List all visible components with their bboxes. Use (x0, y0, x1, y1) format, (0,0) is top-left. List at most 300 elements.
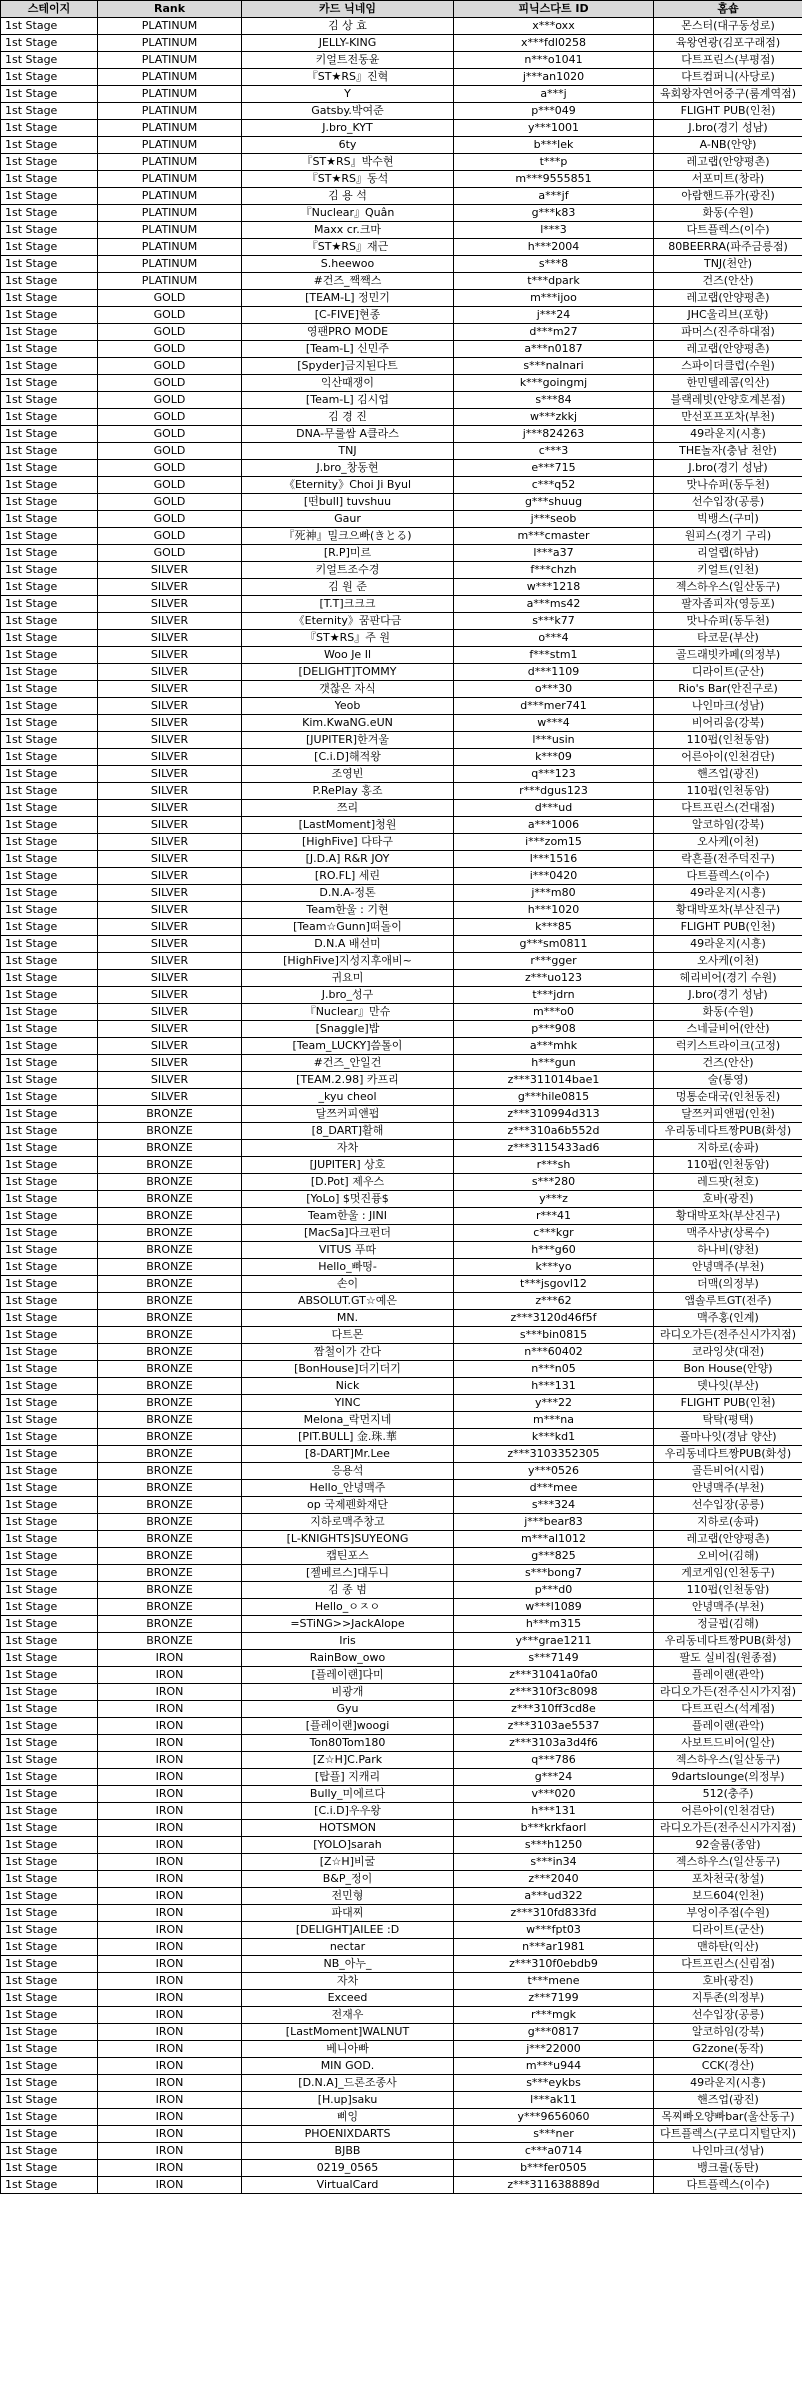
home-shop-cell: 맛나슈퍼(동두천) (654, 477, 802, 494)
table-row (1, 2024, 802, 2041)
stage-cell: 1st Stage (1, 868, 98, 885)
stage-cell: 1st Stage (1, 1565, 98, 1582)
rank-cell: PLATINUM (98, 171, 242, 188)
rank-cell: SILVER (98, 953, 242, 970)
home-shop-cell: 핸즈업(광진) (654, 766, 802, 783)
nickname-cell: [H.up]saku (242, 2092, 454, 2109)
stage-cell: 1st Stage (1, 222, 98, 239)
nickname-cell: [젤베르스]대두니 (242, 1565, 454, 1582)
rank-cell: BRONZE (98, 1310, 242, 1327)
nickname-cell: [C-FIVE]현종 (242, 307, 454, 324)
stage-cell: 1st Stage (1, 1769, 98, 1786)
stage-cell: 1st Stage (1, 681, 98, 698)
table-row (1, 494, 802, 511)
phoenix-id-cell: d***m27 (454, 324, 654, 341)
nickname-cell: =STiNG>>JackAlope (242, 1616, 454, 1633)
phoenix-id-cell: o***30 (454, 681, 654, 698)
phoenix-id-cell: w***zkkj (454, 409, 654, 426)
rank-cell: BRONZE (98, 1174, 242, 1191)
home-shop-cell: 리얼랩(하남) (654, 545, 802, 562)
rank-cell: IRON (98, 1956, 242, 1973)
phoenix-id-cell: i***zom15 (454, 834, 654, 851)
phoenix-id-cell: r***mgk (454, 2007, 654, 2024)
table-row (1, 358, 802, 375)
nickname-cell: 김 종 범 (242, 1582, 454, 1599)
rank-cell: SILVER (98, 936, 242, 953)
nickname-cell: Ton80Tom180 (242, 1735, 454, 1752)
table-row (1, 1344, 802, 1361)
phoenix-id-cell: k***kd1 (454, 1429, 654, 1446)
nickname-cell: [RO.FL] 세린 (242, 868, 454, 885)
table-row (1, 1582, 802, 1599)
home-shop-cell: 서포미트(창라) (654, 171, 802, 188)
rank-cell: IRON (98, 1718, 242, 1735)
phoenix-id-cell: a***mhk (454, 1038, 654, 1055)
phoenix-id-cell: p***049 (454, 103, 654, 120)
stage-cell: 1st Stage (1, 1701, 98, 1718)
table-row (1, 511, 802, 528)
stage-cell: 1st Stage (1, 1361, 98, 1378)
nickname-cell: [Team_LUCKY]씀톨이 (242, 1038, 454, 1055)
nickname-cell: 키얼트조수경 (242, 562, 454, 579)
phoenix-id-cell: t***p (454, 154, 654, 171)
table-row (1, 851, 802, 868)
stage-cell: 1st Stage (1, 1208, 98, 1225)
stage-cell: 1st Stage (1, 1004, 98, 1021)
nickname-cell: J.bro_창동현 (242, 460, 454, 477)
phoenix-id-cell: w***l1089 (454, 1599, 654, 1616)
header-home-shop: 홈숍 (654, 1, 802, 18)
home-shop-cell: FLIGHT PUB(인천) (654, 919, 802, 936)
nickname-cell: D.N.A-정톤 (242, 885, 454, 902)
nickname-cell: 익산때쟁이 (242, 375, 454, 392)
table-row (1, 154, 802, 171)
nickname-cell: 『ST★RS』진혁 (242, 69, 454, 86)
table-row (1, 1293, 802, 1310)
stage-cell: 1st Stage (1, 698, 98, 715)
table-row (1, 1548, 802, 1565)
nickname-cell: 키얼트전동윤 (242, 52, 454, 69)
table-row (1, 630, 802, 647)
table-row (1, 1633, 802, 1650)
table-row (1, 1378, 802, 1395)
table-row (1, 222, 802, 239)
rank-cell: SILVER (98, 647, 242, 664)
table-row (1, 834, 802, 851)
rank-cell: PLATINUM (98, 239, 242, 256)
phoenix-id-cell: s***ner (454, 2126, 654, 2143)
rank-cell: IRON (98, 2041, 242, 2058)
stage-cell: 1st Stage (1, 307, 98, 324)
phoenix-id-cell: r***sh (454, 1157, 654, 1174)
phoenix-id-cell: h***m315 (454, 1616, 654, 1633)
rank-cell: SILVER (98, 1038, 242, 1055)
rank-cell: GOLD (98, 324, 242, 341)
nickname-cell: MIN GOD. (242, 2058, 454, 2075)
rank-cell: IRON (98, 1905, 242, 1922)
rank-cell: PLATINUM (98, 18, 242, 35)
nickname-cell: 달쯔커피앤펍 (242, 1106, 454, 1123)
stage-cell: 1st Stage (1, 936, 98, 953)
stage-cell: 1st Stage (1, 1310, 98, 1327)
table-row (1, 766, 802, 783)
phoenix-id-cell: m***9555851 (454, 171, 654, 188)
phoenix-id-cell: n***o1041 (454, 52, 654, 69)
nickname-cell: _kyu cheol (242, 1089, 454, 1106)
phoenix-id-cell: s***h1250 (454, 1837, 654, 1854)
stage-cell: 1st Stage (1, 783, 98, 800)
table-row (1, 1735, 802, 1752)
nickname-cell: [LastMoment]WALNUT (242, 2024, 454, 2041)
rank-cell: SILVER (98, 613, 242, 630)
table-row (1, 1140, 802, 1157)
stage-cell: 1st Stage (1, 664, 98, 681)
home-shop-cell: 포차천국(창설) (654, 1871, 802, 1888)
home-shop-cell: 다트프린스(석계점) (654, 1701, 802, 1718)
home-shop-cell: 선수입장(공릉) (654, 494, 802, 511)
phoenix-id-cell: h***g60 (454, 1242, 654, 1259)
stage-cell: 1st Stage (1, 1956, 98, 1973)
home-shop-cell: 오사케(이천) (654, 953, 802, 970)
rank-cell: IRON (98, 1650, 242, 1667)
table-row (1, 1905, 802, 1922)
table-row (1, 2075, 802, 2092)
table-row (1, 1871, 802, 1888)
home-shop-cell: 레고랩(안양평촌) (654, 290, 802, 307)
rank-cell: IRON (98, 1735, 242, 1752)
nickname-cell: 『Nuclear』Quân (242, 205, 454, 222)
home-shop-cell: 황대박포차(부산진구) (654, 902, 802, 919)
phoenix-id-cell: g***825 (454, 1548, 654, 1565)
table-row (1, 1667, 802, 1684)
rank-cell: BRONZE (98, 1599, 242, 1616)
header-stage: 스테이지 (1, 1, 98, 18)
table-row (1, 2007, 802, 2024)
stage-cell: 1st Stage (1, 1599, 98, 1616)
nickname-cell: [Z☆H]비굴 (242, 1854, 454, 1871)
rank-cell: PLATINUM (98, 222, 242, 239)
rank-cell: PLATINUM (98, 103, 242, 120)
nickname-cell: J.bro_KYT (242, 120, 454, 137)
home-shop-cell: 110펍(인천동암) (654, 783, 802, 800)
table-row (1, 18, 802, 35)
rank-cell: BRONZE (98, 1633, 242, 1650)
home-shop-cell: 블랙레빗(안양호계본점) (654, 392, 802, 409)
stage-cell: 1st Stage (1, 1038, 98, 1055)
stage-cell: 1st Stage (1, 1429, 98, 1446)
nickname-cell: op 국제펜화재단 (242, 1497, 454, 1514)
table-row (1, 1191, 802, 1208)
rank-cell: SILVER (98, 851, 242, 868)
rank-cell: GOLD (98, 290, 242, 307)
stage-cell: 1st Stage (1, 154, 98, 171)
home-shop-cell: Rio's Bar(안진구로) (654, 681, 802, 698)
home-shop-cell: 9dartslounge(의정부) (654, 1769, 802, 1786)
home-shop-cell: THE놀자(충남 천안) (654, 443, 802, 460)
nickname-cell: nectar (242, 1939, 454, 1956)
rank-cell: BRONZE (98, 1276, 242, 1293)
rank-cell: PLATINUM (98, 35, 242, 52)
table-row (1, 1718, 802, 1735)
table-row (1, 1429, 802, 1446)
phoenix-id-cell: s***280 (454, 1174, 654, 1191)
rank-cell: SILVER (98, 732, 242, 749)
nickname-cell: [8-DART]Mr.Lee (242, 1446, 454, 1463)
rank-cell: PLATINUM (98, 256, 242, 273)
phoenix-id-cell: y***9656060 (454, 2109, 654, 2126)
stage-cell: 1st Stage (1, 1446, 98, 1463)
stage-cell: 1st Stage (1, 1123, 98, 1140)
phoenix-id-cell: m***al1012 (454, 1531, 654, 1548)
stage-cell: 1st Stage (1, 1327, 98, 1344)
rank-cell: IRON (98, 1786, 242, 1803)
phoenix-id-cell: d***mee (454, 1480, 654, 1497)
nickname-cell: 『死神』밀크으빠(きとる) (242, 528, 454, 545)
rank-cell: SILVER (98, 817, 242, 834)
phoenix-id-cell: j***824263 (454, 426, 654, 443)
rank-cell: BRONZE (98, 1208, 242, 1225)
phoenix-id-cell: s***k77 (454, 613, 654, 630)
stage-cell: 1st Stage (1, 1735, 98, 1752)
home-shop-cell: 다트플렉스(이수) (654, 222, 802, 239)
home-shop-cell: Bon House(안양) (654, 1361, 802, 1378)
phoenix-id-cell: z***uo123 (454, 970, 654, 987)
nickname-cell: 김 용 석 (242, 188, 454, 205)
stage-cell: 1st Stage (1, 1531, 98, 1548)
stage-cell: 1st Stage (1, 477, 98, 494)
home-shop-cell: 라디오가든(전주신시가지점) (654, 1684, 802, 1701)
stage-cell: 1st Stage (1, 562, 98, 579)
stage-cell: 1st Stage (1, 2109, 98, 2126)
rank-cell: BRONZE (98, 1531, 242, 1548)
phoenix-id-cell: g***hile0815 (454, 1089, 654, 1106)
nickname-cell: [HighFive] 다타구 (242, 834, 454, 851)
phoenix-id-cell: s***84 (454, 392, 654, 409)
home-shop-cell: 호바(광진) (654, 1191, 802, 1208)
nickname-cell: J.bro_성구 (242, 987, 454, 1004)
rank-cell: IRON (98, 2177, 242, 2194)
rank-cell: SILVER (98, 885, 242, 902)
home-shop-cell: 더맥(의정부) (654, 1276, 802, 1293)
nickname-cell: 귀요미 (242, 970, 454, 987)
phoenix-id-cell: z***311014bae1 (454, 1072, 654, 1089)
stage-cell: 1st Stage (1, 2007, 98, 2024)
home-shop-cell: 화동(수원) (654, 1004, 802, 1021)
home-shop-cell: 맥주사냥(상록수) (654, 1225, 802, 1242)
stage-cell: 1st Stage (1, 1106, 98, 1123)
nickname-cell: 전민형 (242, 1888, 454, 1905)
stage-cell: 1st Stage (1, 1242, 98, 1259)
phoenix-id-cell: l***3 (454, 222, 654, 239)
phoenix-id-cell: k***85 (454, 919, 654, 936)
home-shop-cell: 사보트드비어(일산) (654, 1735, 802, 1752)
home-shop-cell: 알코하임(강북) (654, 2024, 802, 2041)
phoenix-id-cell: z***2040 (454, 1871, 654, 1888)
phoenix-id-cell: e***715 (454, 460, 654, 477)
home-shop-cell: J.bro(경기 성남) (654, 460, 802, 477)
home-shop-cell: 빅뱅스(구미) (654, 511, 802, 528)
table-row (1, 1922, 802, 1939)
home-shop-cell: 스파이더클럽(수원) (654, 358, 802, 375)
stage-cell: 1st Stage (1, 1395, 98, 1412)
stage-cell: 1st Stage (1, 86, 98, 103)
table-row (1, 120, 802, 137)
home-shop-cell: 핸즈업(광진) (654, 2092, 802, 2109)
nickname-cell: 쯔리 (242, 800, 454, 817)
stage-cell: 1st Stage (1, 1412, 98, 1429)
home-shop-cell: 선수입장(공릉) (654, 2007, 802, 2024)
nickname-cell: [떤bull] tuvshuu (242, 494, 454, 511)
table-row (1, 970, 802, 987)
nickname-cell: 캡틴포스 (242, 1548, 454, 1565)
table-row (1, 885, 802, 902)
phoenix-id-cell: g***0817 (454, 2024, 654, 2041)
table-row (1, 1072, 802, 1089)
stage-cell: 1st Stage (1, 919, 98, 936)
phoenix-id-cell: c***kgr (454, 1225, 654, 1242)
nickname-cell: 『ST★RS』주 원 (242, 630, 454, 647)
nickname-cell: 삐잉 (242, 2109, 454, 2126)
rank-cell: BRONZE (98, 1446, 242, 1463)
stage-cell: 1st Stage (1, 732, 98, 749)
rank-cell: IRON (98, 2058, 242, 2075)
stage-cell: 1st Stage (1, 1718, 98, 1735)
rank-cell: SILVER (98, 1004, 242, 1021)
table-row (1, 1973, 802, 1990)
nickname-cell: Gyu (242, 1701, 454, 1718)
stage-cell: 1st Stage (1, 18, 98, 35)
nickname-cell: Nick (242, 1378, 454, 1395)
table-row (1, 86, 802, 103)
home-shop-cell: 49라운지(시흥) (654, 885, 802, 902)
table-row (1, 1837, 802, 1854)
nickname-cell: #건즈_안일건 (242, 1055, 454, 1072)
stage-cell: 1st Stage (1, 1055, 98, 1072)
rank-cell: BRONZE (98, 1225, 242, 1242)
stage-cell: 1st Stage (1, 579, 98, 596)
stage-cell: 1st Stage (1, 494, 98, 511)
phoenix-id-cell: n***n05 (454, 1361, 654, 1378)
home-shop-cell: 우리동네다트짱PUB(화성) (654, 1633, 802, 1650)
phoenix-id-cell: j***m80 (454, 885, 654, 902)
table-row (1, 1208, 802, 1225)
home-shop-cell: 49라운지(시흥) (654, 936, 802, 953)
rank-cell: GOLD (98, 358, 242, 375)
stage-cell: 1st Stage (1, 800, 98, 817)
rank-cell: SILVER (98, 766, 242, 783)
nickname-cell: 영팬PRO MODE (242, 324, 454, 341)
phoenix-id-cell: w***1218 (454, 579, 654, 596)
rank-cell: SILVER (98, 1021, 242, 1038)
phoenix-id-cell: z***310ff3cd8e (454, 1701, 654, 1718)
home-shop-cell: 디라이트(군산) (654, 664, 802, 681)
rank-cell: PLATINUM (98, 137, 242, 154)
stage-cell: 1st Stage (1, 392, 98, 409)
stage-cell: 1st Stage (1, 1463, 98, 1480)
stage-cell: 1st Stage (1, 341, 98, 358)
phoenix-id-cell: w***4 (454, 715, 654, 732)
nickname-cell: [YoLo] $멋진퓽$ (242, 1191, 454, 1208)
nickname-cell: [Spyder]금지된다트 (242, 358, 454, 375)
phoenix-id-cell: s***bong7 (454, 1565, 654, 1582)
nickname-cell: 다트몬 (242, 1327, 454, 1344)
phoenix-id-cell: z***310f0ebdb9 (454, 1956, 654, 1973)
nickname-cell: [Team-L] 김시업 (242, 392, 454, 409)
rank-cell: IRON (98, 2109, 242, 2126)
home-shop-cell: A-NB(안양) (654, 137, 802, 154)
nickname-cell: Woo Je Il (242, 647, 454, 664)
stage-cell: 1st Stage (1, 511, 98, 528)
phoenix-id-cell: d***mer741 (454, 698, 654, 715)
home-shop-cell: 어른아이(인천검단) (654, 1803, 802, 1820)
home-shop-cell: CCK(경산) (654, 2058, 802, 2075)
rank-cell: GOLD (98, 392, 242, 409)
rank-cell: PLATINUM (98, 52, 242, 69)
rank-cell: BRONZE (98, 1344, 242, 1361)
rank-cell: SILVER (98, 919, 242, 936)
rank-cell: BRONZE (98, 1565, 242, 1582)
home-shop-cell: 헤리비어(경기 수원) (654, 970, 802, 987)
table-row (1, 477, 802, 494)
phoenix-id-cell: z***3103ae5537 (454, 1718, 654, 1735)
home-shop-cell: 레고랩(안양평촌) (654, 341, 802, 358)
table-row (1, 817, 802, 834)
nickname-cell: Kim.KwaNG.eUN (242, 715, 454, 732)
rank-cell: PLATINUM (98, 205, 242, 222)
nickname-cell: 자차 (242, 1973, 454, 1990)
phoenix-id-cell: h***2004 (454, 239, 654, 256)
home-shop-cell: 뱅크룰(동탄) (654, 2160, 802, 2177)
nickname-cell: P.RePlay 홍조 (242, 783, 454, 800)
table-row (1, 171, 802, 188)
nickname-cell: 비광개 (242, 1684, 454, 1701)
phoenix-id-cell: d***1109 (454, 664, 654, 681)
table-row (1, 69, 802, 86)
nickname-cell: 『Nuclear』만슈 (242, 1004, 454, 1021)
table-row (1, 987, 802, 1004)
stage-cell: 1st Stage (1, 851, 98, 868)
rank-cell: SILVER (98, 987, 242, 1004)
phoenix-id-cell: a***ud322 (454, 1888, 654, 1905)
table-row (1, 1446, 802, 1463)
nickname-cell: [TEAM.2.98] 카프리 (242, 1072, 454, 1089)
table-row (1, 868, 802, 885)
phoenix-id-cell: z***3120d46f5f (454, 1310, 654, 1327)
phoenix-id-cell: z***7199 (454, 1990, 654, 2007)
phoenix-id-cell: a***n0187 (454, 341, 654, 358)
stage-cell: 1st Stage (1, 1803, 98, 1820)
nickname-cell: 『ST★RS』동석 (242, 171, 454, 188)
nickname-cell: 베니아빠 (242, 2041, 454, 2058)
stage-cell: 1st Stage (1, 443, 98, 460)
table-row (1, 324, 802, 341)
rank-cell: BRONZE (98, 1327, 242, 1344)
table-row (1, 1310, 802, 1327)
nickname-cell: Maxx cr.크마 (242, 222, 454, 239)
stage-cell: 1st Stage (1, 715, 98, 732)
table-row (1, 2109, 802, 2126)
rank-cell: PLATINUM (98, 273, 242, 290)
phoenix-id-cell: l***ak11 (454, 2092, 654, 2109)
home-shop-cell: 하나비(양천) (654, 1242, 802, 1259)
home-shop-cell: 선수입장(공릉) (654, 1497, 802, 1514)
stage-cell: 1st Stage (1, 205, 98, 222)
phoenix-id-cell: l***1516 (454, 851, 654, 868)
table-row (1, 902, 802, 919)
phoenix-id-cell: f***stm1 (454, 647, 654, 664)
home-shop-cell: 92술룸(종암) (654, 1837, 802, 1854)
nickname-cell: [DELIGHT]TOMMY (242, 664, 454, 681)
